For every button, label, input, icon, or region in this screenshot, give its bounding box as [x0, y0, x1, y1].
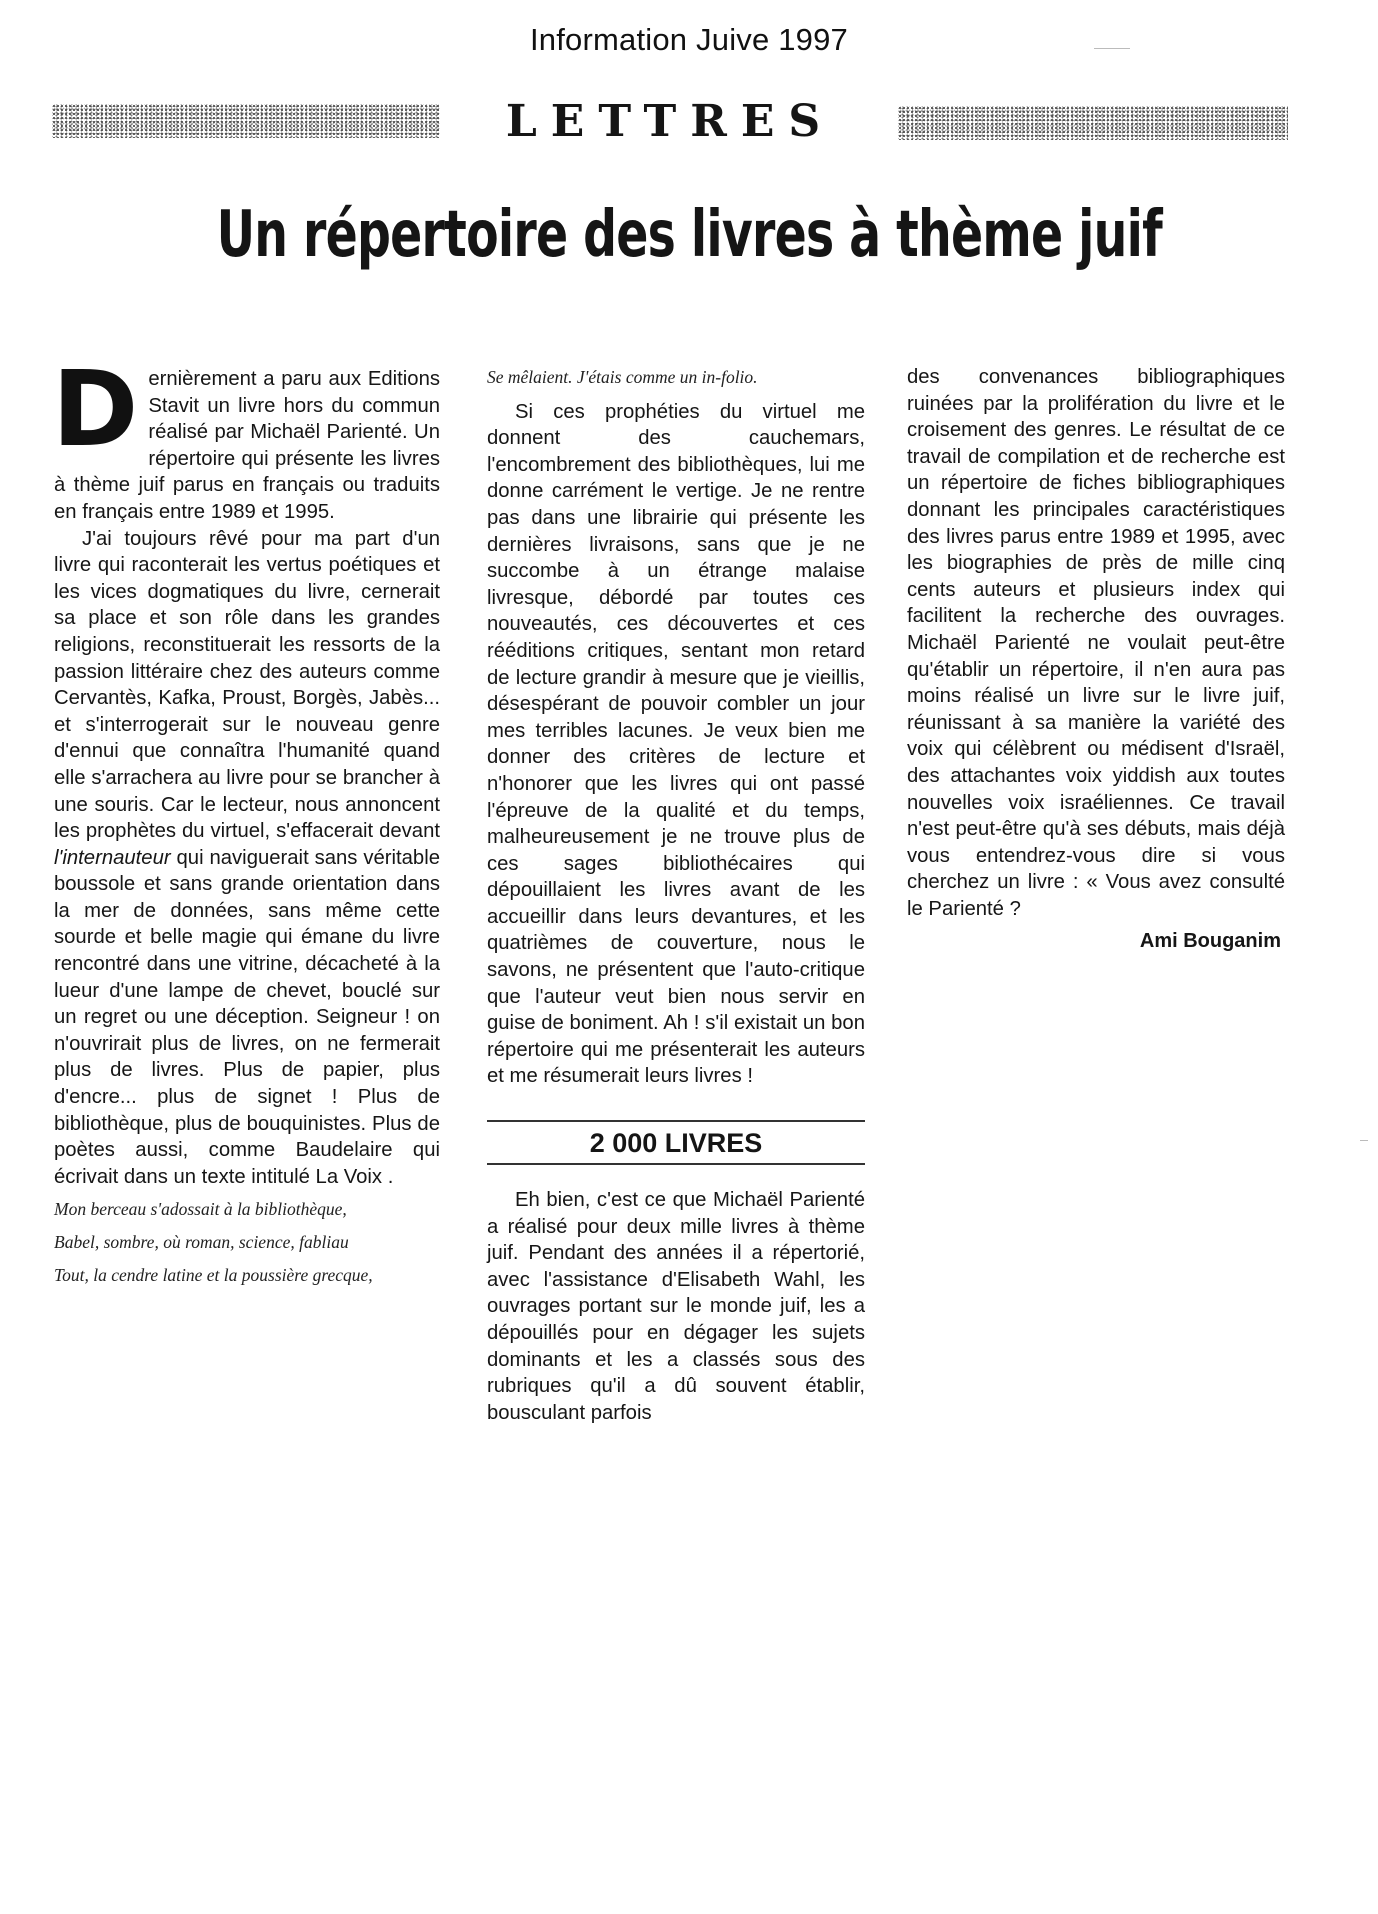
paragraph-text-cont: qui naviguerait sans véritable boussole et sans grande orientation dans la mer de données, sans même cette sourde et belle magie qui émane du livre rencontré dans une vitrine, décacheté à la lueur d'une lampe de chevet, bouclé sur un regret ou une déception. Seigneur ! on n'ouvrirait plus de livres, on ne fermerait plus de livres. Plus de papier, plus d'encre... plus de signet ! Plus de bibliothèque, plus de bouquinistes. Plus de poètes aussi, comme Baudelaire qui écrivait dans un texte intitulé La Voix . — [54, 846, 440, 1188]
verse-line: Mon berceau s'adossait à la bibliothèque, — [54, 1199, 347, 1220]
paragraph-text: J'ai toujours rêvé pour ma part d'un livre qui raconterait les vertus poétiques et les vices dogmatiques du livre, cernerait sa place et son rôle dans les grandes religions, reconstituerait les ressorts de la passion littéraire chez des auteurs comme Cervantès, Kafka, Proust, Borgès, Jabès... et s'interrogerait sur le nouveau genre d'ennui que connaîtra l'humanité quand elle s'arrachera au livre pour se brancher à une souris. Car le lecteur, nous annoncent les prophètes du virtuel, s'effacerait devant — [54, 527, 440, 843]
verse-line: Babel, sombre, où roman, science, fabliau — [54, 1232, 349, 1252]
intro-text: ernièrement a paru aux Editions Stavit un livre hors du commun réalisé par Michaël Parienté. Un répertoire qui présente les livres à thème juif parus en français ou traduits en français entre 1989 et 1995. — [54, 368, 440, 523]
scan-mark — [1094, 48, 1130, 49]
author-signature: Ami Bouganim — [1139, 930, 1281, 953]
stipple-decoration-right — [898, 106, 1288, 140]
body-paragraph — [54, 526, 440, 1191]
body-paragraph: des convenances bibliographiques ruinées par la prolifération du livre et le croisement des genres. Le résultat de ce travail de compilation et de recherche est un répertoire de fiches bibliographiques donnant les principales caractéristiques des livres parus entre 1989 et 1995, avec les biographies de près de mille cinq cents auteurs et plusieurs index qui facilitent la recherche des ouvrages. Michaël Parienté ne voulait peut-être qu'établir un répertoire, il n'en aura pas moins réalisé un livre sur le livre juif, réunissant à sa manière la variété des voix qui célèbrent ou médisent d'Israël, des attachantes voix yiddish aux toutes nouvelles voix israéliennes. Ce travail n'est peut-être qu'à ses débuts, mais déjà vous entendrez-vous dire si vous cherchez un livre : « Vous avez consulté le Parienté ? — [907, 366, 1285, 920]
column-1 — [52, 348, 440, 1288]
intro-paragraph — [52, 348, 440, 526]
scan-mark — [1360, 1140, 1368, 1141]
column-2 — [487, 364, 865, 1426]
verse-line: Tout, la cendre latine et la poussière grecque, — [54, 1264, 373, 1285]
body-paragraph: Si ces prophéties du virtuel me donnent des cauchemars, l'encombrement des bibliothèques, lui me donne carrément le vertige. Je ne rentre pas dans une librairie qui présente les dernières livraisons, sans que je ne succombe à un étrange malaise livresque, débordé par toutes ces nouveautés, ces découvertes et ces rééditions critiques, sentant mon retard de lecture grandir à mesure que je vieillis, désespérant de pouvoir combler un jour mes terribles lacunes. Je veux bien me donner des critères de lecture et n'honorer que les livres qui ont passé l'épreuve de la qualité et du temps, malheureusement je ne trouve plus de ces sages bibliothécaires qui dépouillaient les livres avant de les accueillir dans leurs devantures, et les quatrièmes de couverture, nous le savons, ne présentent que l'auto-critique que l'auteur veut bien nous servir en guise de boniment. Ah ! s'il existait un bon répertoire qui me présenterait les auteurs et me résumerait leurs livres ! — [487, 400, 865, 1088]
verse-quote-cont: Se mêlaient. J'étais comme un in-folio. — [487, 367, 758, 387]
body-paragraph: Eh bien, c'est ce que Michaël Parienté a réalisé pour deux mille livres à thème juif. Pendant des années il a répertorié, avec l'assistance d'Elisabeth Wahl, les ouvrages portant sur le monde juif, les a dépouillés pour en dégager les sujets dominants et les a classés sous des rubriques qu'il a dû souvent établir, bousculant parfois — [487, 1189, 865, 1424]
column-3 — [907, 364, 1285, 955]
drop-cap: D — [52, 348, 139, 470]
subhead-block — [487, 1120, 865, 1165]
rubric-label: LETTRES — [505, 96, 835, 147]
rubric-band — [52, 98, 1288, 146]
headline: Un répertoire des livres à thème juif — [216, 198, 1162, 272]
italic-term: l'internauteur — [54, 846, 171, 869]
source-title: Information Juive 1997 — [529, 22, 849, 57]
subhead: 2 000 LIVRES — [589, 1128, 763, 1159]
verse-quote — [54, 1196, 440, 1288]
